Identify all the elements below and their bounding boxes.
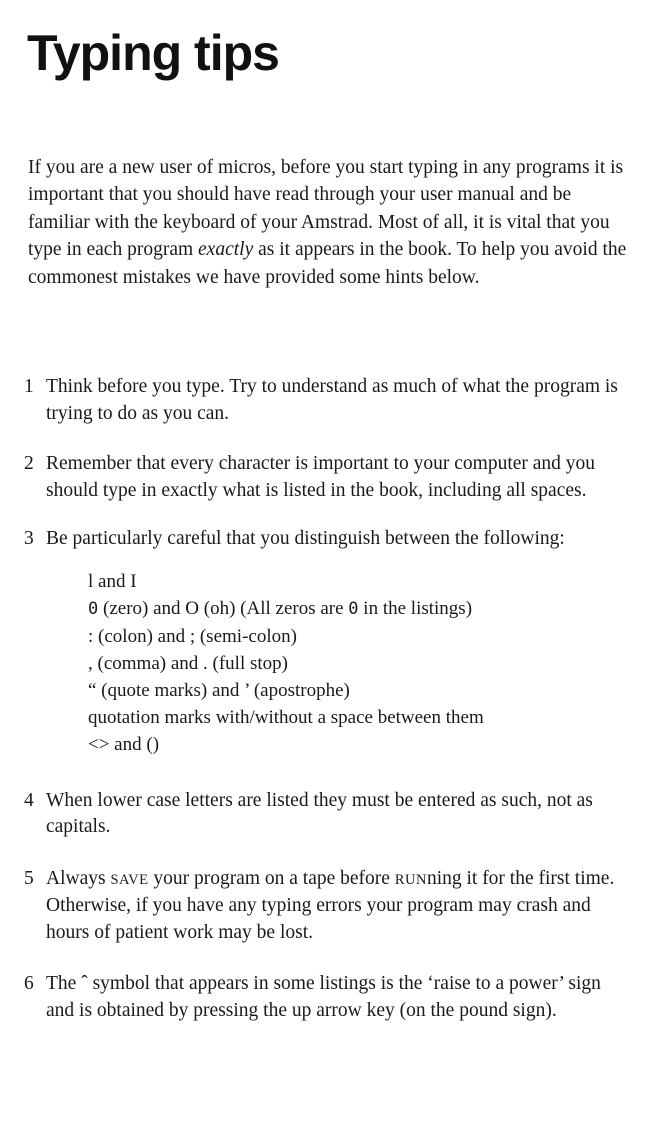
tip-number: 5 — [24, 867, 34, 889]
tip-number: 3 — [24, 528, 34, 549]
tip-item — [24, 374, 628, 427]
tip-number: 6 — [24, 973, 34, 994]
intro-text-end: as it appears in the book. To help you avoid the commonest mistakes we have provided some hints below. — [28, 239, 627, 288]
tip-text-segment: symbol that appears in some listings is the ‘raise to a power’ sign and is obtained by pressing the up arrow key (on the pound sign). — [46, 973, 601, 1021]
tip-text: Remember that every character is important to your computer and you should type in exactly what is listed in the book, including all spaces. — [46, 453, 596, 501]
pair-zero-text-end: in the listings) — [358, 597, 473, 619]
tip-number: 2 — [24, 453, 34, 474]
pair-comma-fullstop: , (comma) and . (full stop) — [88, 652, 288, 674]
intro-text-start: If you are a new user of micros, before you start typing in any programs it is important that you should have read through your user manual and be familiar with the keyboard of your Amstrad. Most of all, it is vital that you type in each program — [28, 157, 624, 261]
tip-item — [24, 971, 628, 1024]
slashed-zero-glyph: 0 — [88, 598, 99, 619]
tip-text: Be particularly careful that you distinguish between the following: — [46, 528, 565, 549]
intro-emphasis: exactly — [198, 239, 254, 261]
tip-text: Think before you type. Try to understand as much of what the program is trying to do as you can. — [46, 376, 618, 424]
tip-text-segment: The — [46, 973, 82, 994]
character-pairs-list — [88, 568, 628, 758]
tips-list — [24, 374, 628, 1044]
pair-quotes-apostrophe: “ (quote marks) and ’ (apostrophe) — [88, 679, 350, 701]
keyword-save: SAVE — [110, 871, 149, 888]
tip-item — [24, 451, 628, 504]
pair-zero-text: (zero) and O (oh) (All zeros are — [98, 597, 349, 619]
tip-text-segment: Always — [46, 867, 111, 889]
tip-item — [24, 788, 628, 841]
pair-colon-semicolon: : (colon) and ; (semi-colon) — [88, 625, 297, 647]
pair-brackets: <> and () — [88, 733, 160, 755]
tip-text — [46, 971, 628, 1024]
caret-symbol: ˆ — [81, 973, 88, 994]
pair-l-and-i: l and I — [88, 570, 137, 592]
tip-text-segment: your program on a tape before — [148, 867, 395, 889]
pair-zero-and-oh — [88, 595, 628, 623]
tip-item — [24, 866, 628, 947]
tip-text: When lower case letters are listed they must be entered as such, not as capitals. — [46, 789, 593, 837]
tip-item — [24, 526, 628, 758]
page-title: Typing tips — [27, 25, 279, 81]
tip-number: 1 — [24, 376, 34, 397]
intro-paragraph — [28, 154, 628, 291]
tip-number: 4 — [24, 789, 34, 811]
keyword-run: RUN — [394, 871, 427, 888]
pair-quotation-spacing: quotation marks with/without a space between them — [88, 706, 484, 728]
tip-text — [46, 866, 628, 947]
tip-text-segment: ning it for the first time. Otherwise, if you have any typing errors your program may crash and hours of patient work may be lost. — [46, 867, 615, 943]
slashed-zero-glyph: 0 — [348, 598, 359, 619]
